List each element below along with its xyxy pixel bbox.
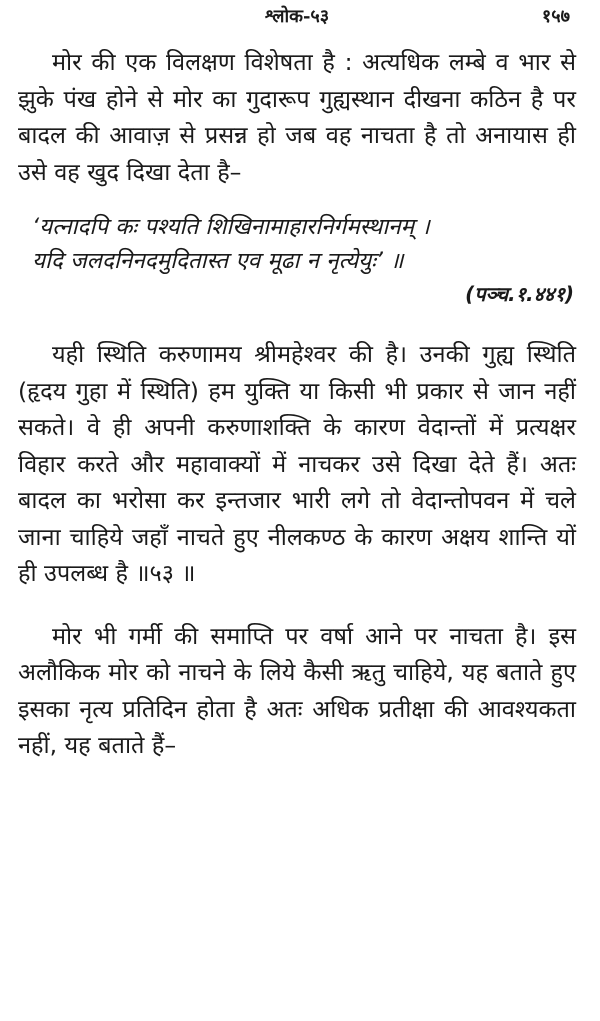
paragraph-1-text: मोर की एक विलक्षण विशेषता है : अत्यधिक लम्बे व भार से झुके पंख होने से मोर का गुदारूप गुह्यस्थान दीखना कठिन है पर बादल की आवाज़ से प्रसन्न हो जब वह नाचता है तो अनायास ही उसे वह खुद दिखा देता है– bbox=[18, 48, 576, 186]
verse-line-2: यदि जलदनिनदमुदितास्त एव मूढा न नृत्येयुः’ ॥ bbox=[32, 248, 404, 274]
verse-reference: (पञ्च.१.४४१) bbox=[465, 282, 574, 306]
page-header bbox=[18, 0, 576, 44]
paragraph-3-text: मोर भी गर्मी की समाप्ति पर वर्षा आने पर नाचता है। इस अलौकिक मोर को नाचने के लिये कैसी ऋतु चाहिये, यह बताते हुए इसका नृत्य प्रतिदिन होता है अतः अधिक प्रतीक्षा की आवश्यकता नहीं, यह बताते हैं– bbox=[18, 621, 576, 759]
spacer bbox=[18, 592, 576, 618]
running-title: श्लोक-५३ bbox=[264, 6, 330, 27]
sanskrit-verse bbox=[32, 210, 576, 310]
verse-line-1: ‘यत्नादपि कः पश्यति शिखिनामाहारनिर्गमस्थानम् । bbox=[32, 214, 430, 240]
spacer bbox=[18, 190, 576, 196]
paragraph-2 bbox=[18, 336, 576, 592]
paragraph-1 bbox=[18, 44, 576, 190]
spacer bbox=[18, 310, 576, 336]
paragraph-2-text: यही स्थिति करुणामय श्रीमहेश्वर की है। उनकी गुह्य स्थिति (हृदय गुहा में स्थिति) हम युक्ति या किसी भी प्रकार से जान नहीं सकते। वे ही अपनी करुणाशक्ति के कारण वेदान्तों में प्रत्यक्षर विहार करते और महावाक्यों में नाचकर उसे दिखा देते हैं। अतः बादल का भरोसा कर इन्तजार भारी लगे तो वेदान्तोपवन में चले जाना चाहिये जहाँ नाचते हुए नीलकण्ठ के कारण अक्षय शान्ति यों ही उपलब्ध है ॥५३ ॥ bbox=[18, 340, 576, 587]
paragraph-3 bbox=[18, 618, 576, 764]
page-number: १५७ bbox=[541, 6, 570, 27]
